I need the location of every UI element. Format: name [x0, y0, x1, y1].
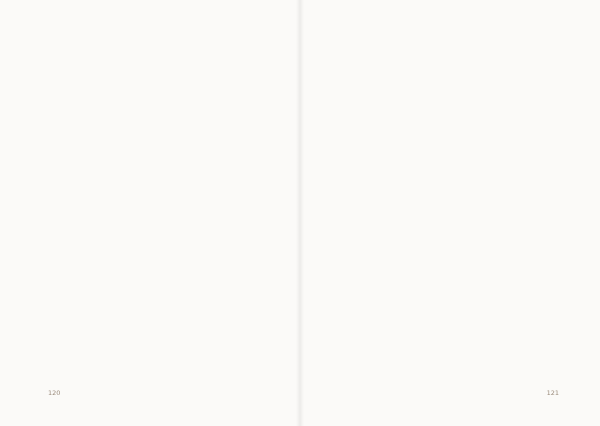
right-page	[300, 0, 600, 426]
page-number: 120	[48, 389, 61, 397]
page-number: 121	[546, 389, 559, 397]
